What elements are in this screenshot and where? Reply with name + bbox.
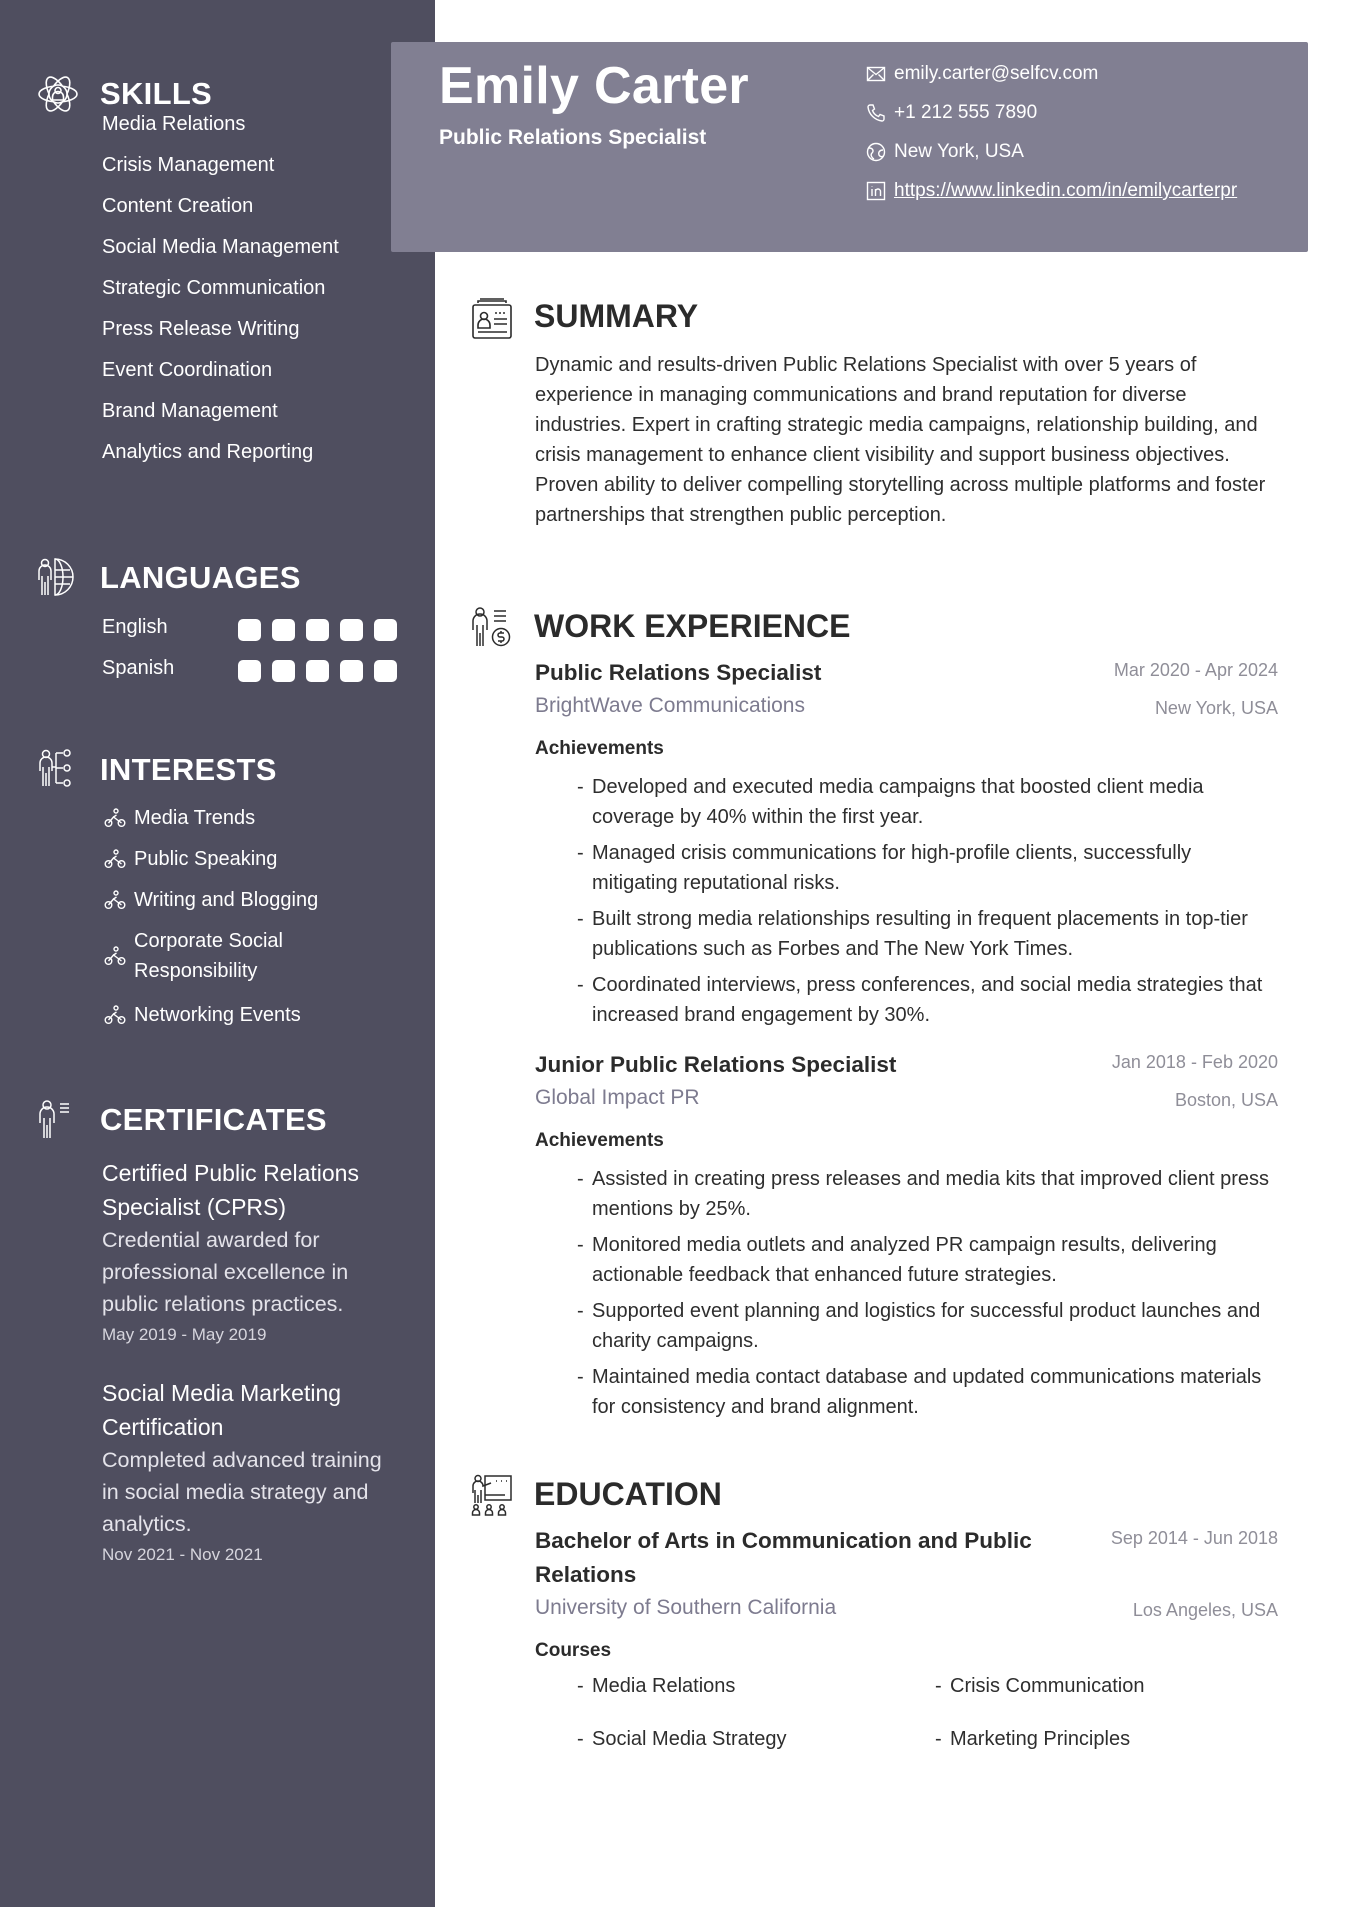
linkedin-link[interactable]: https://www.linkedin.com/in/emilycarterpr [894,180,1238,201]
achievements-label: Achievements [535,1130,664,1151]
job-entry [535,660,1278,1030]
cyclist-icon [104,808,126,828]
interest-item [104,1000,301,1030]
level-dot [272,619,295,641]
level-dot [238,619,261,641]
certificate-item [102,1376,402,1568]
job-company: BrightWave Communications [535,694,805,717]
level-dot [238,660,261,682]
certificate-date: May 2019 - May 2019 [102,1325,267,1344]
level-dot [374,660,397,682]
certificates-heading: CERTIFICATES [100,1102,327,1137]
skill-item: Media Relations [102,113,246,135]
location-text: New York, USA [894,141,1024,162]
cyclist-icon [104,1005,126,1025]
interest-label: Media Trends [134,807,256,829]
contact-linkedin [866,177,1274,205]
cyclist-icon [104,946,126,966]
interest-label: Writing and Blogging [134,889,319,911]
globe-location-icon [866,142,886,162]
skill-item: Content Creation [102,195,254,217]
level-dot [340,619,363,641]
language-name: English [102,616,168,638]
certificates-header [36,1098,327,1142]
job-title: Junior Public Relations Specialist [535,1052,897,1077]
course-item: - Marketing Principles [935,1728,1130,1751]
school-name: University of Southern California [535,1596,837,1619]
certificate-title: Social Media Marketing Certification [102,1380,342,1440]
sidebar [0,0,435,1907]
cyclist-icon [104,849,126,869]
contact-email [866,60,1098,88]
education-location: Los Angeles, USA [1132,1600,1278,1620]
email-text[interactable]: emily.carter@selfcv.com [894,63,1099,84]
level-dot [374,619,397,641]
skill-item: Analytics and Reporting [102,441,314,463]
achievement-item: - Monitored media outlets and analyzed PR campaign results, delivering actionable feedback that enhanced future strategies. [577,1230,1277,1290]
achievement-item: - Supported event planning and logistics for successful product launches and charity campaigns. [577,1296,1277,1356]
education-dates: Sep 2014 - Jun 2018 [1110,1528,1278,1548]
achievement-item: - Developed and executed media campaigns that boosted client media coverage by 40% within the first year. [577,772,1277,832]
language-level-dots [238,619,397,641]
job-title: Public Relations Specialist [535,660,822,685]
achievement-item: - Maintained media contact database and updated communications materials for consistency and brand alignment. [577,1362,1277,1422]
job-location: Boston, USA [1174,1090,1278,1110]
job-company: Global Impact PR [535,1086,700,1109]
skill-item: Event Coordination [102,359,273,381]
interest-label: Public Speaking [134,848,278,870]
contact-location [866,138,1024,166]
education-entry [535,1528,1278,1768]
achievement-item: - Managed crisis communications for high-profile clients, successfully mitigating reputational risks. [577,838,1277,898]
achievements-label: Achievements [535,738,664,759]
skills-list [102,104,339,473]
summary-section [470,296,1310,556]
skill-item: Press Release Writing [102,318,300,340]
skill-item: Social Media Management [102,236,339,258]
envelope-icon [866,64,886,84]
achievements-list [577,1164,1277,1428]
education-section [470,1474,1310,1524]
teacher-board-icon [470,1474,514,1518]
level-dot [272,660,295,682]
interest-item [104,844,277,874]
skills-heading: SKILLS [100,76,213,111]
course-item: - Media Relations [577,1675,735,1698]
interest-item [104,926,364,986]
summary-text: Dynamic and results-driven Public Relations Specialist with over 5 years of experience in managing communications and brand reputation for diverse industries. Expert in crafting strategic media campaigns, relationship building, and crisis management to enhance client visibility and support business objectives. Proven ability to deliver compelling storytelling across multiple platforms and foster partnerships that strengthen public perception. [535,354,1266,526]
summary-heading: SUMMARY [534,298,699,334]
achievement-item: - Coordinated interviews, press conferences, and social media strategies that increased brand engagement by 30%. [577,970,1277,1030]
skills-atom-person-icon [36,72,80,116]
courses-label: Courses [535,1640,612,1661]
education-heading: EDUCATION [534,1476,722,1512]
course-item: - Crisis Communication [935,1675,1145,1698]
header-banner [391,42,1308,252]
contact-phone [866,99,1037,127]
certificate-item [102,1156,402,1348]
id-card-icon [470,296,514,340]
language-level-dots [238,660,397,682]
level-dot [306,660,329,682]
phone-text: +1 212 555 7890 [894,102,1038,123]
course-item: - Social Media Strategy [577,1728,787,1751]
phone-icon [866,103,886,123]
work-experience-section [470,606,1310,656]
certificate-description: Credential awarded for professional excellence in public relations practices. [102,1228,349,1316]
skill-item: Strategic Communication [102,277,326,299]
degree-title: Bachelor of Arts in Communication and Public Relations [535,1528,1032,1587]
person-list-icon [36,1098,80,1142]
cyclist-icon [104,890,126,910]
interests-heading: INTERESTS [100,752,277,787]
certificate-title: Certified Public Relations Specialist (CPRS) [102,1160,359,1220]
language-row-english [102,616,402,646]
person-nodes-icon [36,748,80,792]
language-name: Spanish [102,657,175,679]
interest-item [104,885,318,915]
linkedin-icon [866,181,886,201]
achievements-list [577,772,1277,1036]
job-dates: Mar 2020 - Apr 2024 [1113,660,1278,680]
candidate-title: Public Relations Specialist [439,126,707,149]
person-globe-icon [36,556,80,600]
job-entry [535,1052,1278,1422]
languages-header [36,556,301,600]
skills-header [36,72,213,116]
job-dates: Jan 2018 - Feb 2020 [1111,1052,1278,1072]
interests-header [36,748,277,792]
work-experience-heading: WORK EXPERIENCE [534,608,851,644]
person-dollar-icon [470,606,514,650]
achievement-item: - Assisted in creating press releases and media kits that improved client press mentions by 25%. [577,1164,1277,1224]
job-location: New York, USA [1154,698,1278,718]
certificate-date: Nov 2021 - Nov 2021 [102,1545,263,1564]
language-row-spanish [102,657,402,687]
skill-item: Brand Management [102,400,278,422]
candidate-name: Emily Carter [439,57,749,115]
interest-item [104,803,255,833]
skill-item: Crisis Management [102,154,275,176]
interest-label: Networking Events [134,1004,301,1026]
certificate-description: Completed advanced training in social media strategy and analytics. [102,1448,382,1536]
interest-label: Corporate Social Responsibility [134,930,283,982]
languages-heading: LANGUAGES [100,560,301,595]
level-dot [306,619,329,641]
level-dot [340,660,363,682]
achievement-item: - Built strong media relationships resulting in frequent placements in top-tier publications such as Forbes and The New York Times. [577,904,1277,964]
